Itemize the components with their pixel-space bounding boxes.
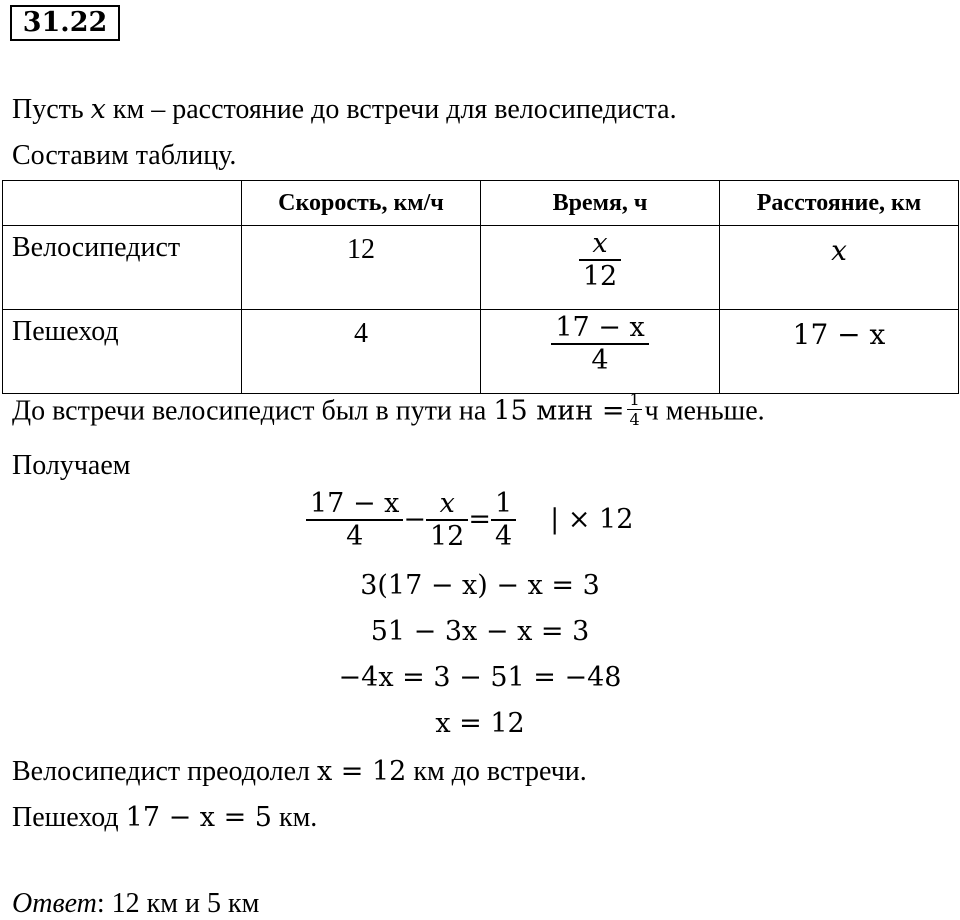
row-label-cyclist: Велосипедист (3, 226, 242, 310)
table-header-empty (3, 181, 242, 226)
let-prefix: Пусть (12, 94, 91, 125)
solution-table (2, 180, 959, 394)
let-suffix: км – расстояние до встречи для велосипедиста. (105, 94, 677, 125)
pedestrian-time (481, 310, 720, 394)
condition-suffix: ч меньше. (644, 395, 765, 427)
table-intro: Составим таблицу. (12, 140, 237, 171)
table-row (3, 226, 959, 310)
get-label: Получаем (12, 450, 131, 481)
problem-number: 31.22 (10, 5, 120, 41)
pedestrian-time-numerator: 17 − x (551, 312, 648, 345)
cyclist-prefix: Велосипедист преодолел (12, 756, 317, 787)
table-header-speed: Скорость, км/ч (242, 181, 481, 226)
intro-let-line (12, 94, 677, 126)
pedestrian-prefix: Пешеход (12, 802, 126, 833)
table-row (3, 310, 959, 394)
eq-frac2-numerator: x (426, 488, 468, 521)
conclusion-pedestrian (12, 802, 317, 834)
eq-minus: − (403, 504, 426, 536)
step-4: x = 12 (435, 708, 525, 739)
eq-frac1-denominator: 4 (346, 521, 364, 553)
eq-multiplier: | × 12 (550, 504, 634, 536)
condition-line (12, 390, 765, 432)
cyclist-distance: x (720, 226, 959, 310)
step-3: −4x = 3 − 51 = −48 (338, 662, 622, 693)
pedestrian-speed: 4 (242, 310, 481, 394)
table-header-distance: Расстояние, км (720, 181, 959, 226)
row-label-pedestrian: Пешеход (3, 310, 242, 394)
cyclist-math: x = 12 (316, 756, 407, 787)
condition-minutes: 15 мин = (493, 395, 625, 427)
condition-prefix: До встречи велосипедист был в пути на (12, 395, 494, 427)
answer-value: : 12 км и 5 км (96, 888, 260, 919)
pedestrian-time-denominator: 4 (591, 345, 609, 377)
eq-equals: = (468, 504, 491, 536)
cyclist-suffix: км до встречи. (406, 756, 587, 787)
table-header-row (3, 181, 959, 226)
eq-frac3-numerator: 1 (491, 488, 516, 521)
step-2: 51 − 3x − x = 3 (370, 616, 590, 647)
cyclist-time (481, 226, 720, 310)
main-equation (306, 488, 633, 553)
condition-fraction (627, 391, 641, 429)
pedestrian-math: 17 − x = 5 (125, 802, 272, 833)
let-variable: x (90, 94, 106, 125)
condition-fraction-den: 4 (629, 409, 640, 429)
answer-line (12, 888, 259, 920)
cyclist-speed: 12 (242, 226, 481, 310)
step-1: 3(17 − x) − x = 3 (360, 570, 600, 601)
condition-fraction-num: 1 (629, 390, 640, 409)
pedestrian-distance: 17 − x (720, 310, 959, 394)
answer-label: Ответ (12, 888, 97, 919)
eq-frac1-numerator: 17 − x (306, 488, 403, 521)
conclusion-cyclist (12, 756, 587, 788)
cyclist-time-denominator: 12 (582, 261, 618, 293)
table-header-time: Время, ч (481, 181, 720, 226)
cyclist-time-numerator: x (579, 228, 621, 261)
pedestrian-suffix: км. (271, 802, 318, 833)
eq-frac2-denominator: 12 (430, 521, 465, 553)
eq-frac3-denominator: 4 (494, 521, 513, 553)
